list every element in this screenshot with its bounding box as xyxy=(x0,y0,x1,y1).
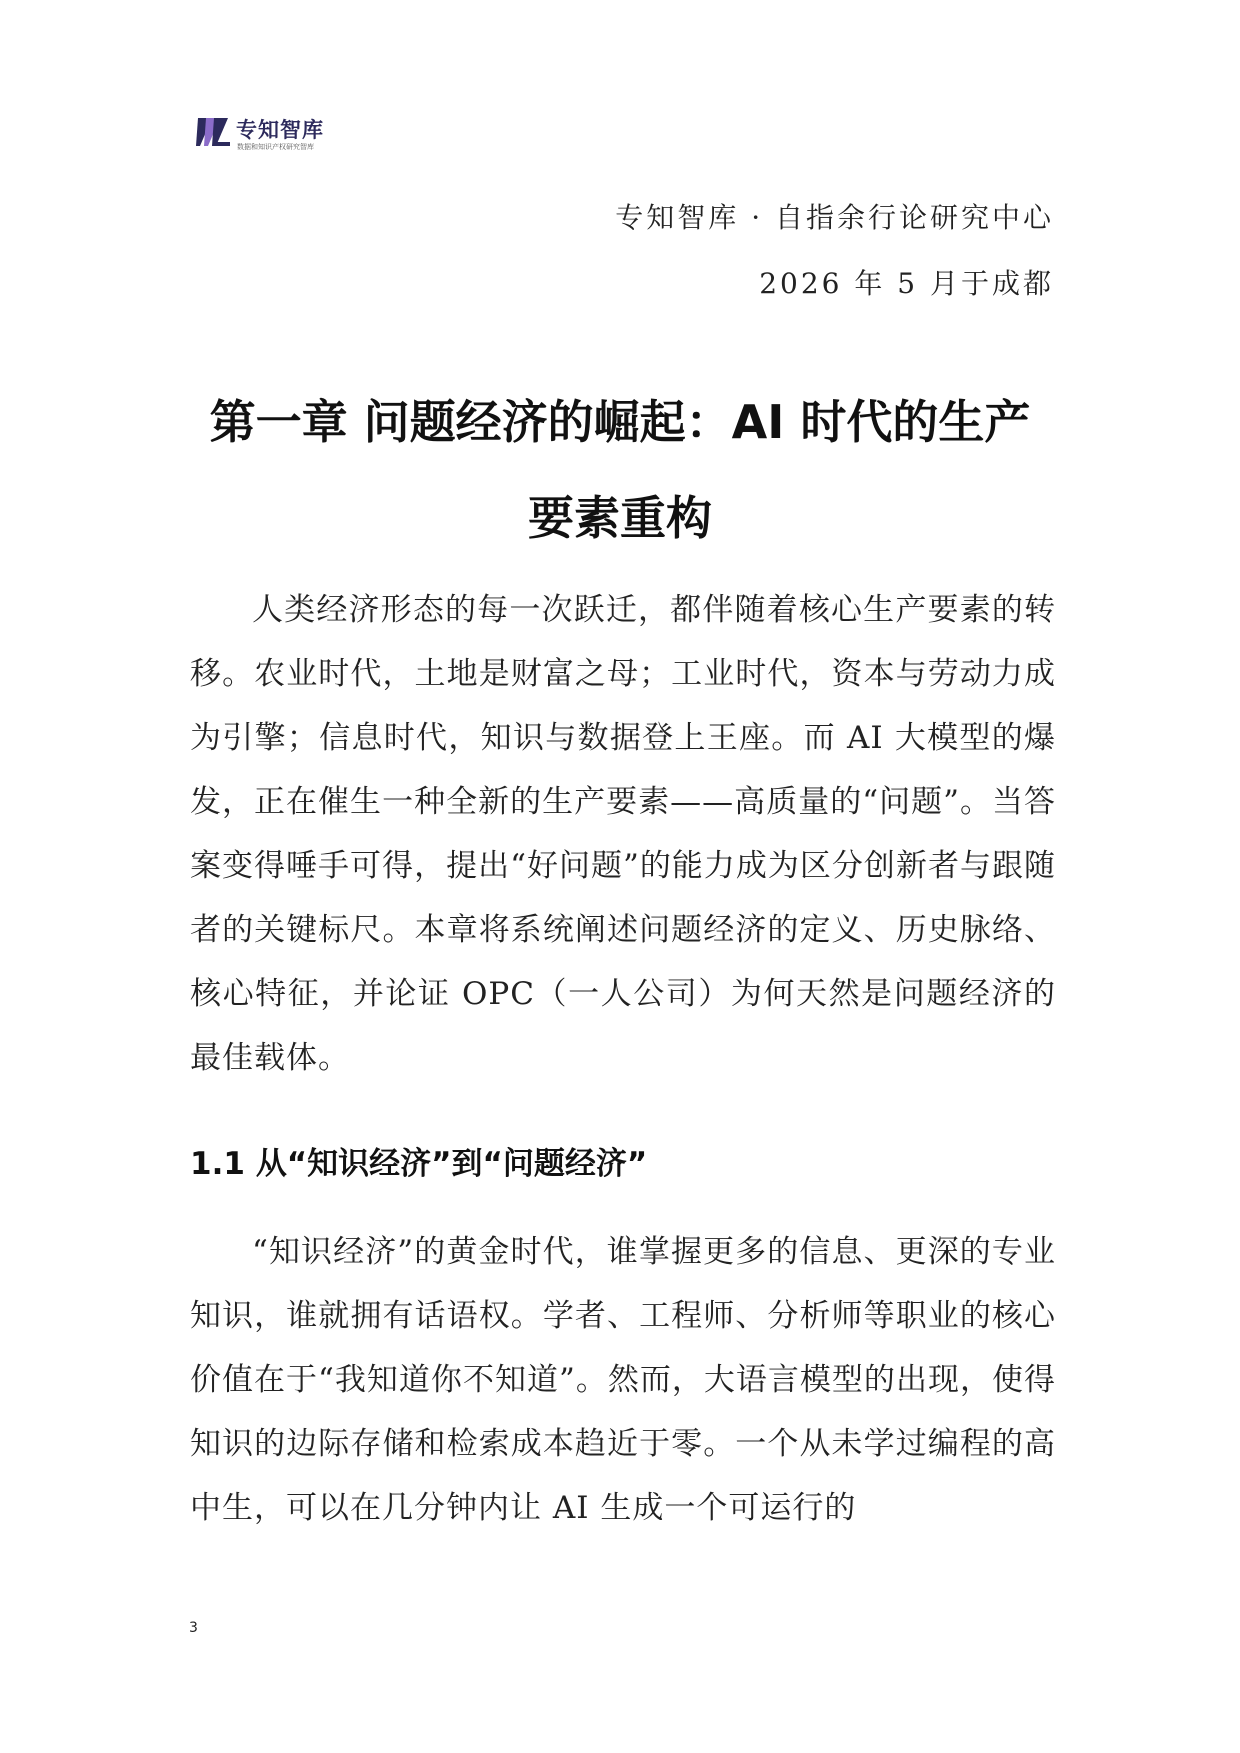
chapter-title-line2: 要素重构 xyxy=(528,491,712,545)
logo-tagline: 数据和知识产权研究智库 xyxy=(237,143,314,151)
page-number: 3 xyxy=(189,1620,198,1636)
header-organization: 专知智库 · 自指余行论研究中心 xyxy=(615,201,1054,234)
section-paragraph: “知识经济”的黄金时代，谁掌握更多的信息、更深的专业知识，谁就拥有话语权。学者、工程师、分析师等职业的核心价值在于“我知道你不知道”。然而，大语言模型的出现，使得知识的边际存储和检索成本趋近于零。一个从未学过编程的高中生，可以在几分钟内让 AI 生成一个可运行的 xyxy=(190,1234,1056,1526)
section-title: 1.1 从“知识经济”到“问题经济” xyxy=(190,1146,648,1182)
zl-logo-icon xyxy=(196,114,232,150)
logo-name: 专知智库 xyxy=(236,118,324,142)
chapter-title xyxy=(186,374,1054,566)
logo xyxy=(196,114,346,156)
intro-paragraph: 人类经济形态的每一次跃迁，都伴随着核心生产要素的转移。农业时代，土地是财富之母；工业时代，资本与劳动力成为引擎；信息时代，知识与数据登上王座。而 AI 大模型的爆发，正在催生一种全新的生产要素——高质量的“问题”。当答案变得唾手可得，提出“好问题”的能力成为区分创新者与跟随者的关键标尺。本章将系统阐述问题经济的定义、历史脉络、核心特征，并论证 OPC（一人公司）为何天然是问题经济的最佳载体。 xyxy=(190,592,1056,1076)
chapter-title-line1: 第一章 问题经济的崛起：AI 时代的生产 xyxy=(209,395,1031,449)
header-date-place: 2026 年 5 月于成都 xyxy=(759,267,1054,300)
